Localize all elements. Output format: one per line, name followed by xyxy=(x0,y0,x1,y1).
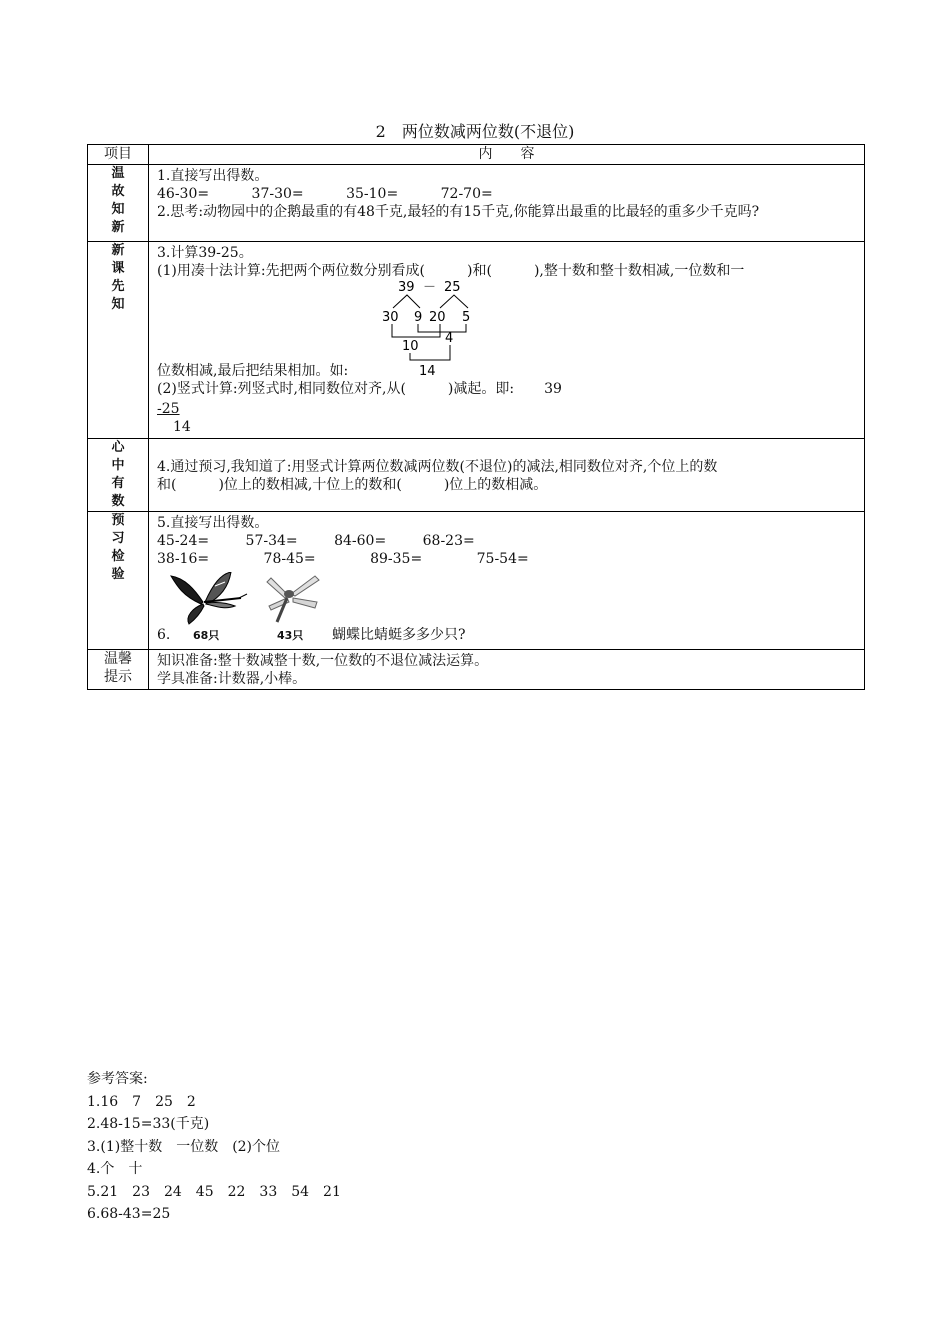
content-check xyxy=(149,512,865,650)
header-row xyxy=(88,145,865,165)
content-mind xyxy=(149,439,865,512)
q1-title: 1.直接写出得数。 xyxy=(157,168,269,184)
answer-key xyxy=(87,1068,341,1226)
label-mind: 心 中 有 数 xyxy=(88,439,149,512)
q6-number: 6. xyxy=(157,627,171,643)
row-new xyxy=(88,242,865,439)
content-tips xyxy=(149,650,865,690)
label-new: 新 课 先 知 xyxy=(88,242,149,439)
dragonfly-count: 43只 xyxy=(277,629,304,642)
label-tips: 温馨 提示 xyxy=(88,650,149,690)
header-content: 内 容 xyxy=(149,145,865,165)
vertical-result: 14 xyxy=(173,419,191,435)
q3-title: 3.计算39-25。 xyxy=(157,245,253,261)
label-check: 预 习 检 验 xyxy=(88,512,149,650)
butterfly-icon xyxy=(163,572,249,626)
content-new xyxy=(149,242,865,439)
q4-line1: 4.通过预习,我知道了:用竖式计算两位数减两位数(不退位)的减法,相同数位对齐,个位上的数 xyxy=(157,458,718,475)
answer-item: 6.68-43=25 xyxy=(87,1206,171,1222)
q5-row2: 38-16= 78-45= 89-35= 75-54= xyxy=(157,551,529,567)
row-tips xyxy=(88,650,865,690)
page-title: 2 两位数减两位数(不退位) xyxy=(375,122,575,141)
q5-title: 5.直接写出得数。 xyxy=(157,515,269,531)
header-item: 项目 xyxy=(88,145,149,165)
q4-line2: 和( )位上的数相减,十位上的数和( )位上的数相减。 xyxy=(157,476,548,493)
q1-items: 46-30= 37-30= 35-10= 72-70= xyxy=(157,186,493,202)
diagram-result: 14 xyxy=(419,364,436,378)
q5-row1: 45-24= 57-34= 84-60= 68-23= xyxy=(157,533,475,549)
row-mind xyxy=(88,439,865,512)
row-check xyxy=(88,512,865,650)
diagram-minus: － xyxy=(423,280,437,295)
q2-text: 2.思考:动物园中的企鹅最重的有48千克,最轻的有15千克,你能算出最重的比最轻的重多少千克吗? xyxy=(157,204,760,220)
diagram-tens-diff: 10 xyxy=(402,339,419,354)
label-review: 温 故 知 新 xyxy=(88,165,149,242)
split-diagram xyxy=(382,280,522,378)
q3-part1-end: 位数相减,最后把结果相加。如: xyxy=(157,363,349,379)
answer-item: 2.48-15=33(千克) xyxy=(87,1116,210,1132)
vertical-minus: -25 xyxy=(157,401,180,417)
answers-heading: 参考答案: xyxy=(87,1071,148,1087)
dragonfly-icon xyxy=(265,572,325,626)
answer-item: 3.(1)整十数 一位数 (2)个位 xyxy=(87,1138,281,1155)
butterfly-count: 68只 xyxy=(193,629,220,642)
diagram-subtrahend: 25 xyxy=(444,280,461,295)
vertical-top: 39 xyxy=(544,381,562,397)
row-review xyxy=(88,165,865,242)
tips-knowledge: 知识准备:整十数减整十数,一位数的不退位减法运算。 xyxy=(157,653,489,669)
q3-part2: (2)竖式计算:列竖式时,相同数位对齐,从( )减起。即: 39 xyxy=(157,381,562,397)
diagram-ones-diff: 4 xyxy=(445,331,454,346)
answer-item: 1.16 7 25 2 xyxy=(87,1093,196,1110)
answer-item: 5.21 23 24 45 22 33 54 21 xyxy=(87,1183,341,1200)
diagram-b-ones: 5 xyxy=(462,310,471,325)
q6-question: 蝴蝶比蜻蜓多多少只? xyxy=(332,627,466,643)
diagram-b-tens: 20 xyxy=(429,310,446,325)
diagram-a-ones: 9 xyxy=(414,310,423,325)
tips-tools: 学具准备:计数器,小棒。 xyxy=(157,671,307,687)
q3-part1: (1)用凑十法计算:先把两个两位数分别看成( )和( ),整十数和整十数相减,一位数和一 xyxy=(157,263,745,279)
answer-item: 4.个 十 xyxy=(87,1161,143,1177)
diagram-minuend: 39 xyxy=(398,280,415,295)
content-review xyxy=(149,165,865,242)
diagram-a-tens: 30 xyxy=(382,310,399,325)
worksheet-table xyxy=(87,144,865,690)
